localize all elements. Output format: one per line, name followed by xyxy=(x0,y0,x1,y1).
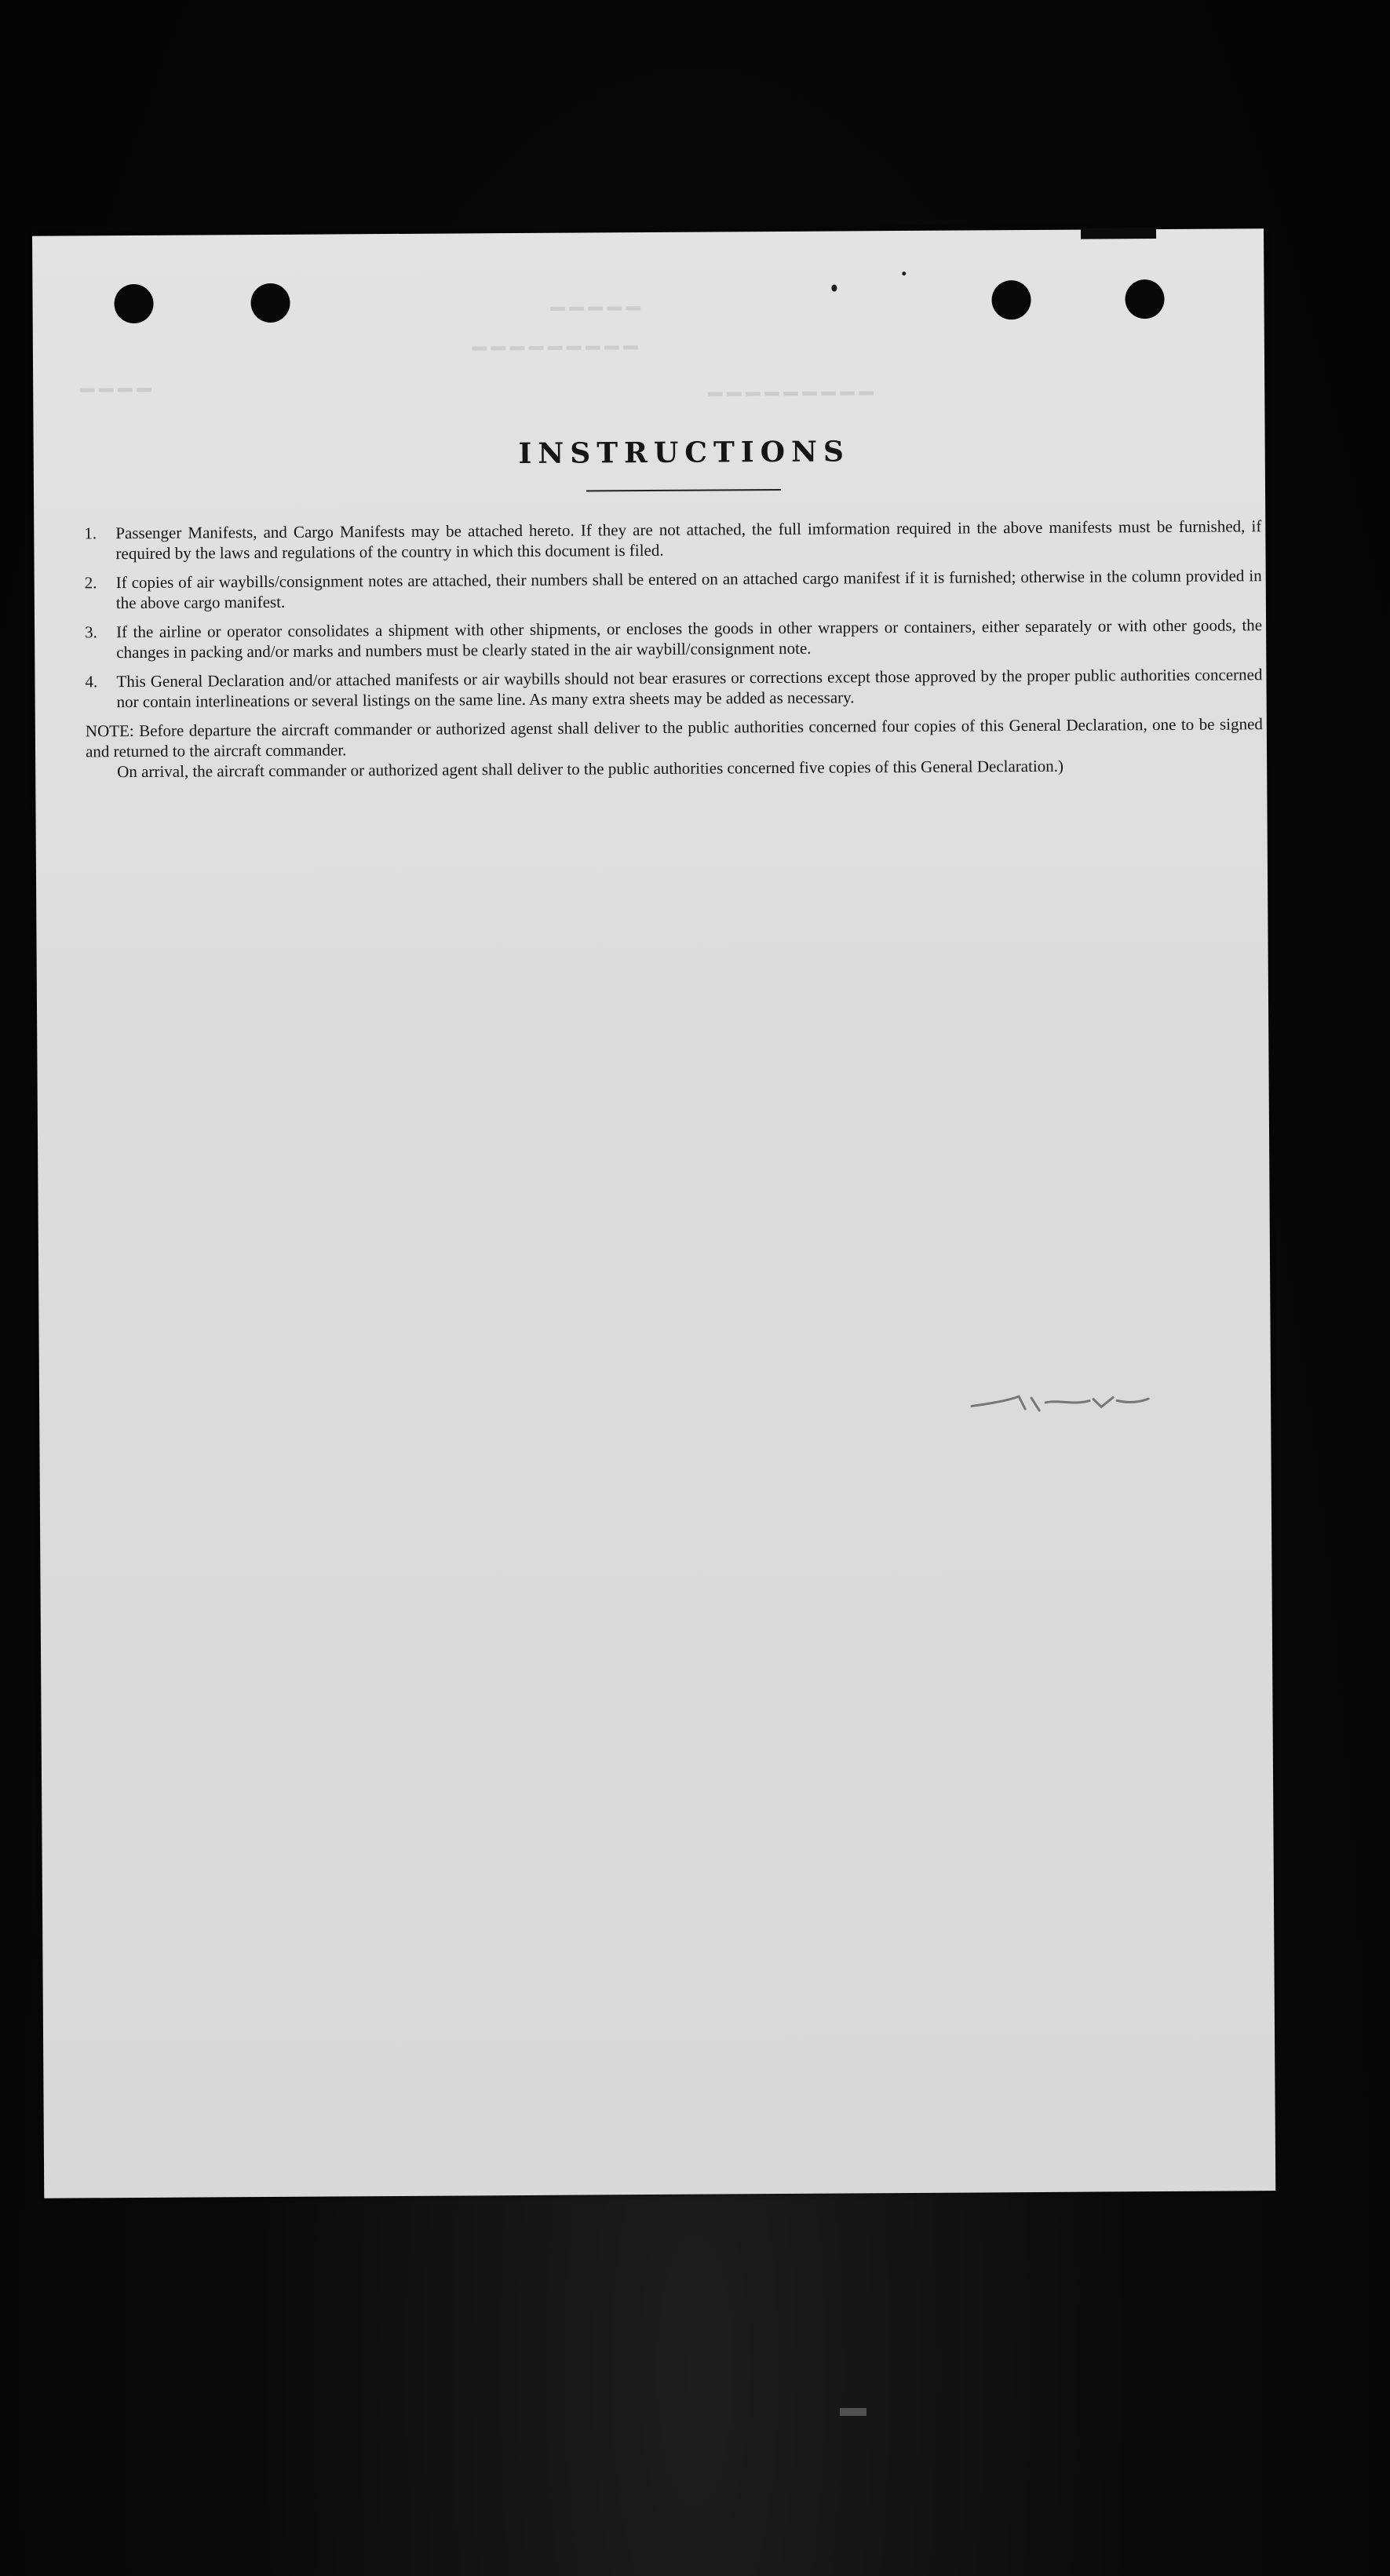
instructions-list xyxy=(84,516,1262,712)
page-title: INSTRUCTIONS xyxy=(518,435,851,471)
punch-hole-left-1 xyxy=(114,284,153,323)
note-departure-text: Before departure the aircraft commander or authorized agenst shall deliver to the public authorities concerned four copies of this General Declaration, one to be signed and returned to the aircraft commander. xyxy=(85,714,1263,761)
punch-hole-left-2 xyxy=(250,283,290,323)
instruction-item xyxy=(85,615,1262,662)
instruction-number: 4. xyxy=(85,672,98,691)
instructions-content xyxy=(84,432,1264,782)
bleed-through-text: ━━━━ xyxy=(80,376,156,405)
instruction-text: If the airline or operator consolidates a shipment with other shipments, or encloses the goods in other wrappers or containers, either separately or with other goods, the changes in packing and/or marks and numbers must be clearly stated in the air waybill/consignment note. xyxy=(116,615,1263,662)
punch-hole-right-1 xyxy=(991,280,1031,319)
instruction-item xyxy=(85,664,1262,712)
note-label: NOTE: xyxy=(85,721,134,741)
title-underline xyxy=(586,489,781,492)
top-clip-mark xyxy=(1081,228,1156,239)
scan-artifact xyxy=(840,2408,866,2416)
bleed-through-text: ━━━━━━━━━ xyxy=(708,380,878,409)
document-sheet xyxy=(32,228,1275,2198)
note-block xyxy=(86,713,1263,761)
instruction-text: Passenger Manifests, and Cargo Manifests may be attached hereto. If they are not attached, the full imformation required in the above manifests must be furnished, if required by the laws and regulations of the country in which this document is filed. xyxy=(115,516,1262,564)
instruction-item xyxy=(84,516,1261,564)
bleed-through-text: ━━━━━━━━━ xyxy=(472,334,643,363)
instruction-number: 3. xyxy=(85,622,97,642)
instruction-item xyxy=(85,565,1262,613)
instruction-text: This General Declaration and/or attached manifests or air waybills should not bear erasures or corrections except those approved by the proper public authorities concerned nor contain interlineations or several listings on the same line. As many extra sheets may be added as necessary. xyxy=(116,665,1263,712)
ink-speck xyxy=(831,285,837,292)
instruction-number: 1. xyxy=(84,524,97,543)
pencil-scribble-mark xyxy=(964,1388,1152,1420)
ink-speck xyxy=(902,272,906,275)
instruction-text: If copies of air waybills/consignment notes are attached, their numbers shall be entered on an attached cargo manifest if it is furnished; otherwise in the column provided in the above cargo manifest. xyxy=(115,566,1262,613)
instruction-number: 2. xyxy=(84,573,97,593)
note-arrival-text: On arrival, the aircraft commander or authorized agent shall deliver to the public authorities concerned five copies of this General Declaration.) xyxy=(117,756,1064,782)
bleed-through-text: ━━━━━ xyxy=(550,295,646,323)
punch-hole-right-2 xyxy=(1125,279,1164,319)
